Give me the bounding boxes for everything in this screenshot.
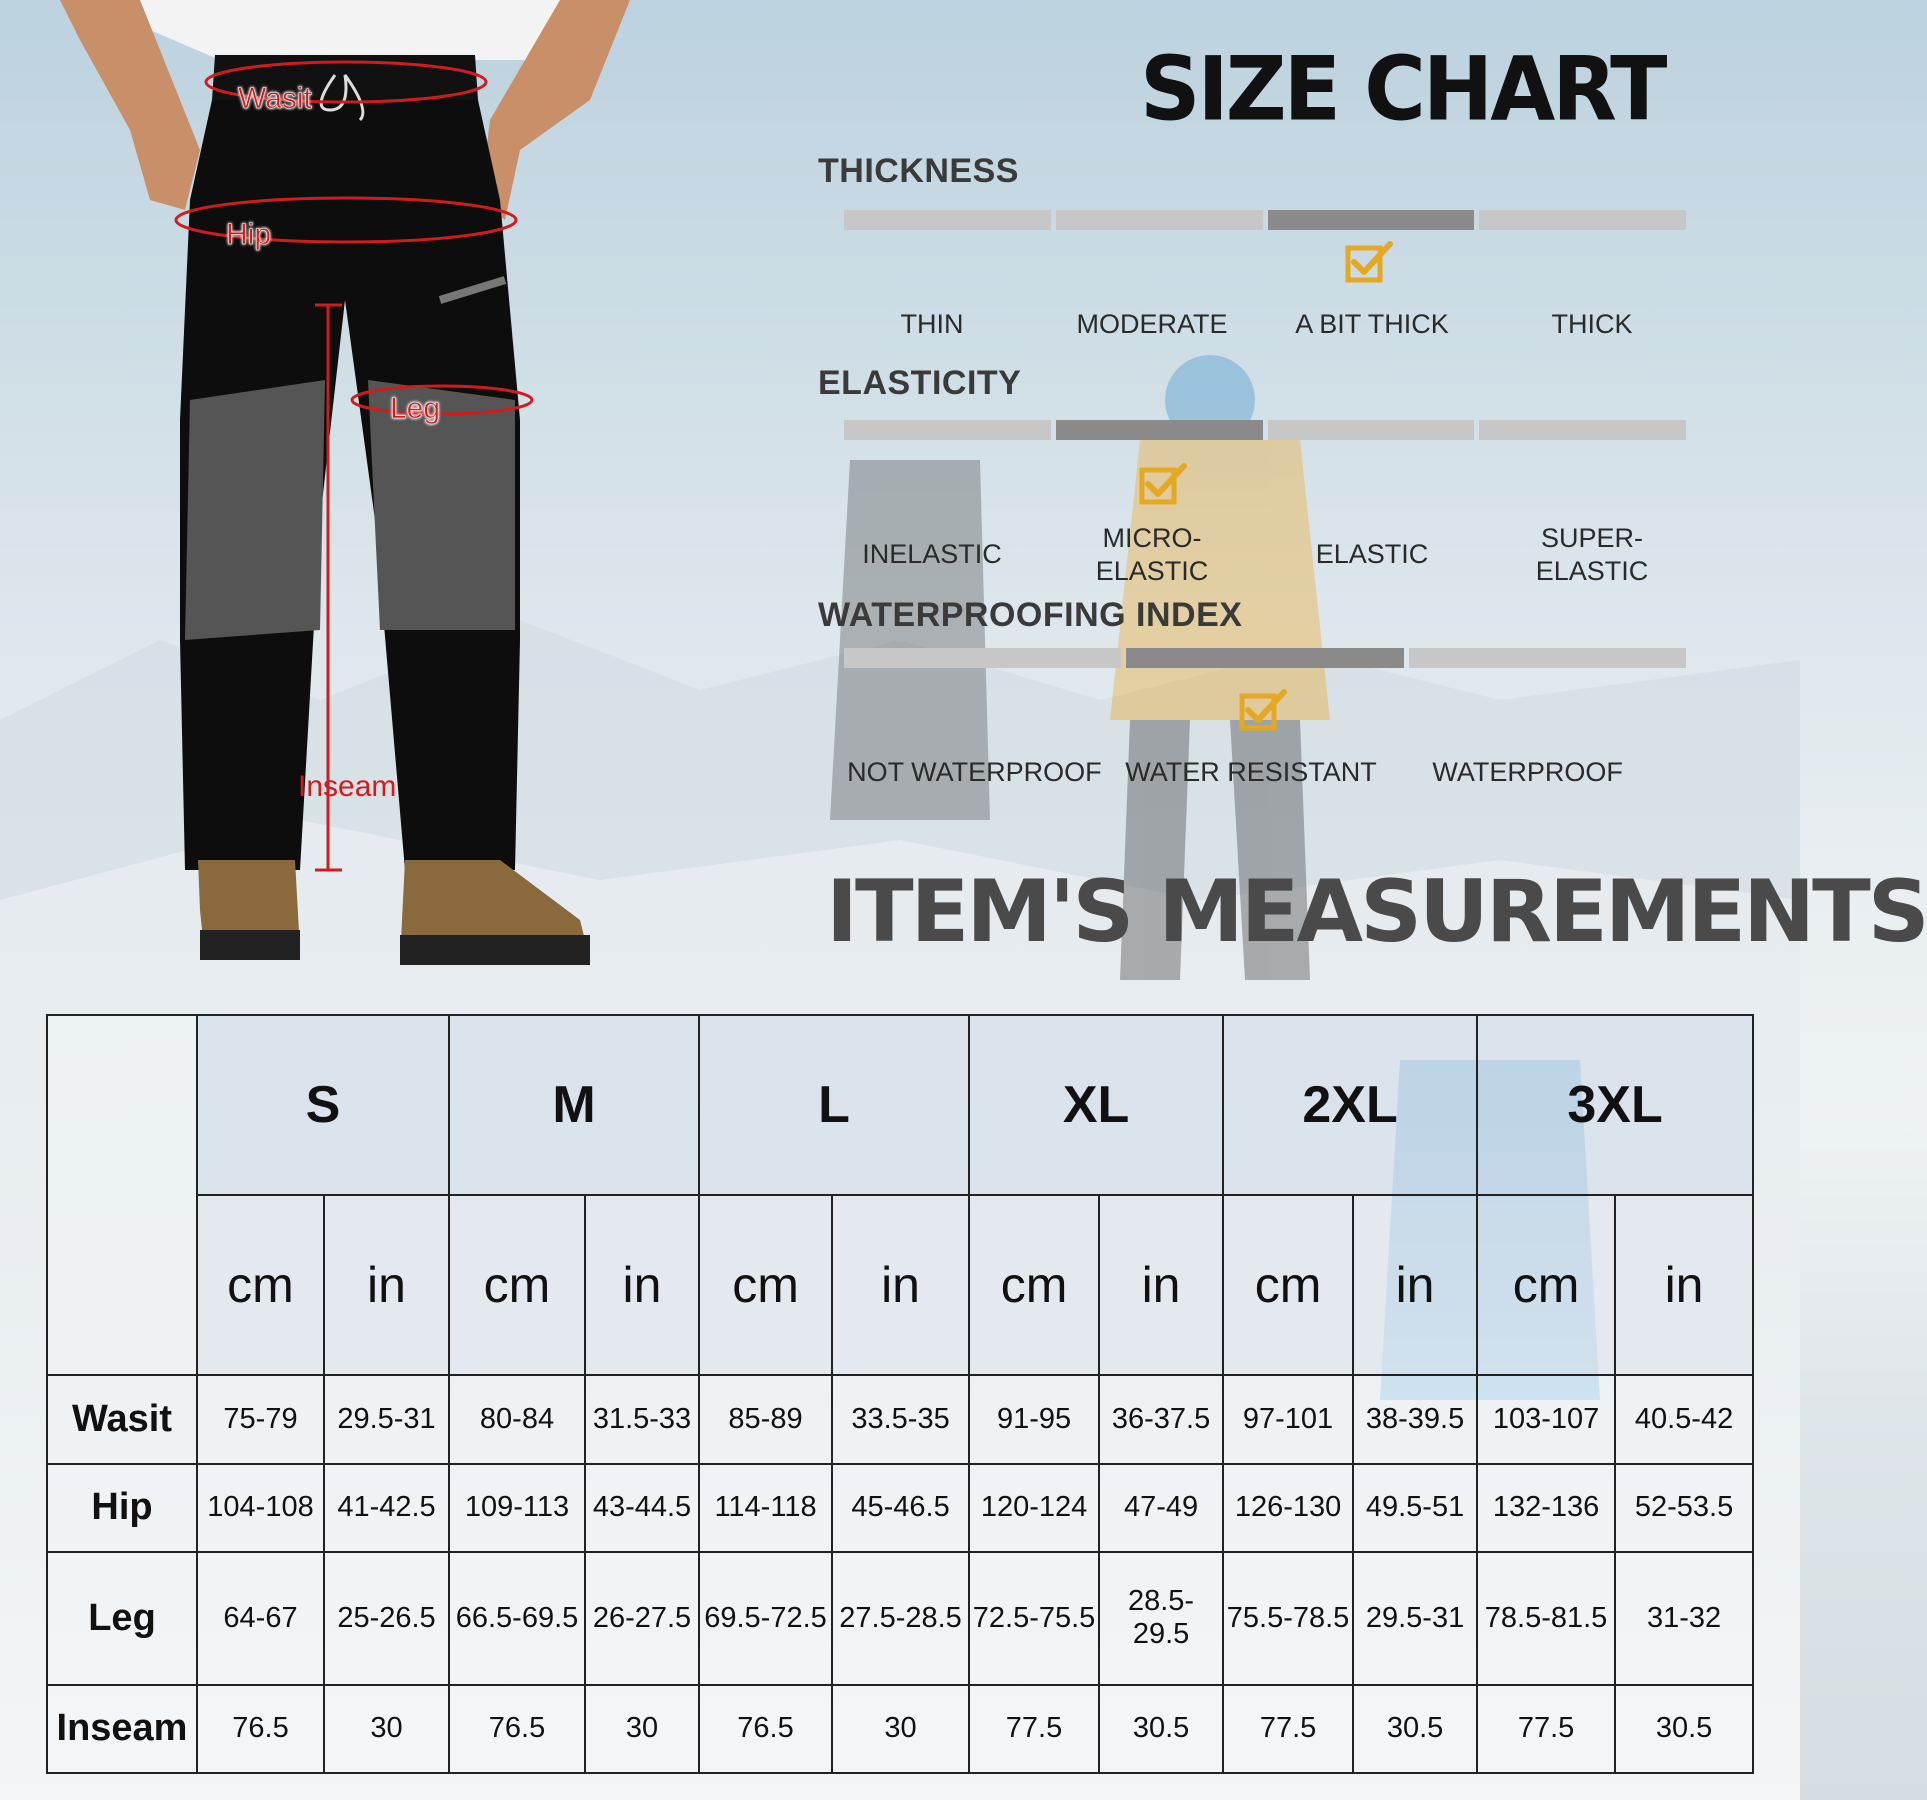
table-cell: 76.5 [197,1685,324,1773]
table-cell: 120-124 [969,1464,1099,1552]
pants-figure [0,0,660,1000]
thickness-seg-4 [1479,210,1686,230]
table-cell: 75.5-78.5 [1223,1552,1353,1685]
table-cell: 30.5 [1615,1685,1753,1773]
table-cell: 103-107 [1477,1375,1615,1463]
elasticity-seg-1 [844,420,1051,440]
table-cell: 26-27.5 [585,1552,699,1685]
leg-label: Leg [390,392,441,425]
table-corner [47,1015,197,1375]
table-cell: 114-118 [699,1464,832,1552]
table-cell: 77.5 [1223,1685,1353,1773]
unit-header: cm [1477,1195,1615,1375]
table-body [47,1375,1753,1773]
table-cell: 31-32 [1615,1552,1753,1685]
elasticity-option-2: MICRO- ELASTIC [1095,523,1209,586]
table-cell: 77.5 [1477,1685,1615,1773]
elasticity-heading: ELASTICITY [818,364,1022,402]
waist-label: Wasit [238,82,312,115]
thickness-options [822,308,1702,341]
size-header-row [47,1015,1753,1195]
waterproofing-heading: WATERPROOFING INDEX [818,596,1243,634]
waterproofing-option-1: NOT WATERPROOF [847,757,1102,787]
table-cell: 30 [832,1685,969,1773]
elasticity-option-1: INELASTIC [862,539,1002,569]
table-cell: 126-130 [1223,1464,1353,1552]
table-cell: 66.5-69.5 [449,1552,585,1685]
table-cell: 30 [324,1685,449,1773]
table-cell: 72.5-75.5 [969,1552,1099,1685]
unit-header: cm [449,1195,585,1375]
table-cell: 40.5-42 [1615,1375,1753,1463]
size-header-m: M [449,1015,699,1195]
elasticity-option-3: ELASTIC [1315,539,1429,569]
table-cell: 104-108 [197,1464,324,1552]
table-cell: 85-89 [699,1375,832,1463]
unit-header: in [324,1195,449,1375]
waterproofing-options [836,756,1666,789]
table-cell: 109-113 [449,1464,585,1552]
table-cell: 52-53.5 [1615,1464,1753,1552]
thickness-option-2: MODERATE [1076,309,1228,339]
table-cell: 69.5-72.5 [699,1552,832,1685]
elasticity-seg-3 [1268,420,1475,440]
table-cell: 30.5 [1099,1685,1223,1773]
table-cell: 30 [585,1685,699,1773]
thickness-option-1: THIN [900,309,964,339]
size-header-2xl: 2XL [1223,1015,1477,1195]
table-cell: 91-95 [969,1375,1099,1463]
table-cell: 30.5 [1353,1685,1477,1773]
table-cell: 29.5-31 [324,1375,449,1463]
elasticity-seg-2 [1056,420,1263,440]
unit-header: in [1099,1195,1223,1375]
table-cell: 45-46.5 [832,1464,969,1552]
thickness-bar [844,210,1686,230]
unit-header: cm [699,1195,832,1375]
table-cell: 33.5-35 [832,1375,969,1463]
elasticity-check-icon [1138,462,1190,508]
elasticity-options [822,522,1702,588]
unit-header-row [47,1195,1753,1375]
table-cell: 31.5-33 [585,1375,699,1463]
table-row [47,1375,1753,1463]
table-cell: 75-79 [197,1375,324,1463]
size-header-xl: XL [969,1015,1223,1195]
table-cell: 64-67 [197,1552,324,1685]
thickness-option-3: A BIT THICK [1295,309,1449,339]
thickness-seg-1 [844,210,1051,230]
table-row [47,1685,1753,1773]
size-table [46,1014,1754,1774]
size-header-3xl: 3XL [1477,1015,1753,1195]
waterproofing-option-3: WATERPROOF [1432,757,1623,787]
table-row [47,1464,1753,1552]
unit-header: cm [1223,1195,1353,1375]
table-cell: 36-37.5 [1099,1375,1223,1463]
table-cell: 49.5-51 [1353,1464,1477,1552]
size-header-l: L [699,1015,969,1195]
table-row [47,1552,1753,1685]
table-cell: 25-26.5 [324,1552,449,1685]
unit-header: cm [197,1195,324,1375]
elasticity-bar [844,420,1686,440]
waterproofing-seg-2 [1126,648,1403,668]
row-label-inseam: Inseam [47,1685,197,1773]
thickness-heading: THICKNESS [818,152,1019,190]
table-cell: 76.5 [449,1685,585,1773]
left-knee-panel [185,380,325,640]
thickness-check-icon [1344,240,1396,286]
row-label-hip: Hip [47,1464,197,1552]
waterproofing-bar [844,648,1686,668]
table-cell: 47-49 [1099,1464,1223,1552]
thickness-seg-2 [1056,210,1263,230]
unit-header: in [1353,1195,1477,1375]
size-chart-title: SIZE CHART [1140,37,1665,141]
elasticity-seg-4 [1479,420,1686,440]
table-cell: 78.5-81.5 [1477,1552,1615,1685]
size-header-s: S [197,1015,449,1195]
thickness-option-4: THICK [1551,309,1633,339]
waterproofing-check-icon [1238,688,1290,734]
table-cell: 76.5 [699,1685,832,1773]
unit-header: in [585,1195,699,1375]
unit-header: in [1615,1195,1753,1375]
table-cell: 97-101 [1223,1375,1353,1463]
hip-label: Hip [226,218,272,251]
unit-header: in [832,1195,969,1375]
thickness-seg-3 [1268,210,1475,230]
inseam-label: Inseam [298,770,397,803]
table-cell: 132-136 [1477,1464,1615,1552]
table-cell: 77.5 [969,1685,1099,1773]
table-cell: 80-84 [449,1375,585,1463]
table-cell: 27.5-28.5 [832,1552,969,1685]
waterproofing-seg-1 [844,648,1121,668]
table-cell: 28.5-29.5 [1099,1552,1223,1685]
unit-header: cm [969,1195,1099,1375]
table-cell: 41-42.5 [324,1464,449,1552]
elasticity-option-4: SUPER- ELASTIC [1535,523,1649,586]
measurements-title: ITEM'S MEASUREMENTS [826,862,1927,962]
table-cell: 38-39.5 [1353,1375,1477,1463]
waterproofing-option-2: WATER RESISTANT [1125,757,1377,787]
row-label-leg: Leg [47,1552,197,1685]
table-cell: 43-44.5 [585,1464,699,1552]
table-cell: 29.5-31 [1353,1552,1477,1685]
row-label-wasit: Wasit [47,1375,197,1463]
waterproofing-seg-3 [1409,648,1686,668]
